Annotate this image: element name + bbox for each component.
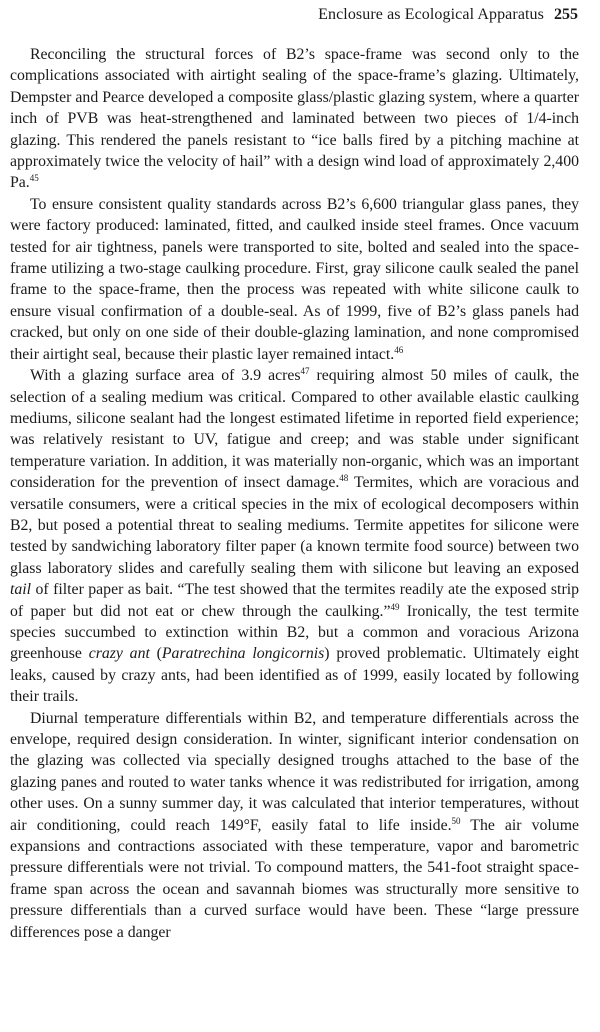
paragraph	[10, 708, 579, 943]
footnote-ref: 45	[29, 173, 39, 184]
running-head-title: Enclosure as Ecological Apparatus	[318, 6, 544, 23]
page-number: 255	[554, 6, 578, 23]
text-run: (	[149, 645, 162, 663]
italic-term: crazy ant	[88, 645, 150, 663]
text-run: requiring almost 50 miles of caulk, the selection of a sealing medium was critical. Compared to other available elastic caulking mediums, silicone sealant had the longest estimated lifetime in reported field experience; was relatively resistant to UV, fatigue and creep; and was stable under significant temperature variation. In addition, it was materially non-organic, which was an important consideration for the prevention of insect damage.	[10, 367, 579, 492]
paragraph	[10, 365, 579, 708]
text-run: Ironically, the test termite species succumbed to extinction within B2, but a common and voracious Arizona greenhouse	[10, 602, 580, 663]
text-run: To ensure consistent quality standards across B2’s 6,600 triangular glass panes, they were factory produced: laminated, fitted, and caulked inside steel frames. Once vacuum tested for air tightness, panels were transported to site, bolted and sealed into the space-frame utilizing a two-stage caulking procedure. First, gray silicone caulk sealed the panel frame to the space-frame, then the process was repeated with white silicone caulk to ensure visual confirmation of a double-seal. As of 1999, five of B2’s glass panels had cracked, but only on one side of their double-glazing lamination, and none compromised their airtight seal, because their plastic layer remained intact.	[10, 195, 579, 363]
text-run: ) proved problematic. Ultimately eight leaks, caused by crazy ants, had been identified as of 1999, easily located by following their trails.	[10, 645, 580, 706]
italic-term: Paratrechina longicornis	[161, 645, 325, 663]
footnote-ref: 46	[394, 344, 404, 355]
text-run: of filter paper as bait. “The test showed that the termites readily ate the exposed strip of paper but did not eat or chew through the caulking.”	[10, 581, 579, 620]
footnote-ref: 49	[390, 601, 400, 612]
text-run: Reconciling the structural forces of B2’s space-frame was second only to the complications associated with airtight sealing of the space-frame’s glazing. Ultimately, Dempster and Pearce developed a composite glass/plastic glazing system, where a quarter inch of PVB was heat-strengthened and laminated between two pieces of 1/4-inch glazing. This rendered the panels resistant to “ice balls fired by a pitching machine at approximately twice the velocity of hail” with a design wind load of approximately 2,400 Pa.	[10, 46, 579, 192]
italic-term: tail	[10, 581, 32, 599]
text-run: Termites, which are voracious and versatile consumers, were a critical species in the mix of ecological decomposers within B2, but posed a potential threat to sealing mediums. Termite appetites for silicone were tested by sandwiching laboratory filter paper (a known termite food source) between two glass laboratory slides and carefully sealing them with silicone but leaving an exposed	[10, 474, 579, 577]
running-head	[318, 5, 578, 25]
text-run: Diurnal temperature differentials within B2, and temperature differentials across the envelope, required design consideration. In winter, significant interior condensation on the glazing was collected via specially designed troughs attached to the base of the glazing panes and routed to water tanks whence it was redistributed for irrigation, among other uses. On a sunny summer day, it was calculated that interior temperatures, without air conditioning, could reach 149°F, easily fatal to life inside.	[10, 709, 579, 834]
text-run: With a glazing surface area of 3.9 acres	[30, 367, 301, 385]
body-text	[10, 44, 579, 943]
footnote-ref: 48	[339, 473, 349, 484]
paragraph	[10, 194, 579, 365]
footnote-ref: 50	[451, 815, 461, 826]
text-run: The air volume expansions and contractions associated with these temperature, vapor and barometric pressure differentials were not trivial. To compound matters, the 541-foot straight space-frame span across the ocean and savannah biomes was structurally more sensitive to pressure differentials than a curved surface would have been. These “large pressure differences pose a danger	[10, 816, 579, 941]
footnote-ref: 47	[300, 366, 310, 377]
paragraph	[10, 44, 579, 194]
